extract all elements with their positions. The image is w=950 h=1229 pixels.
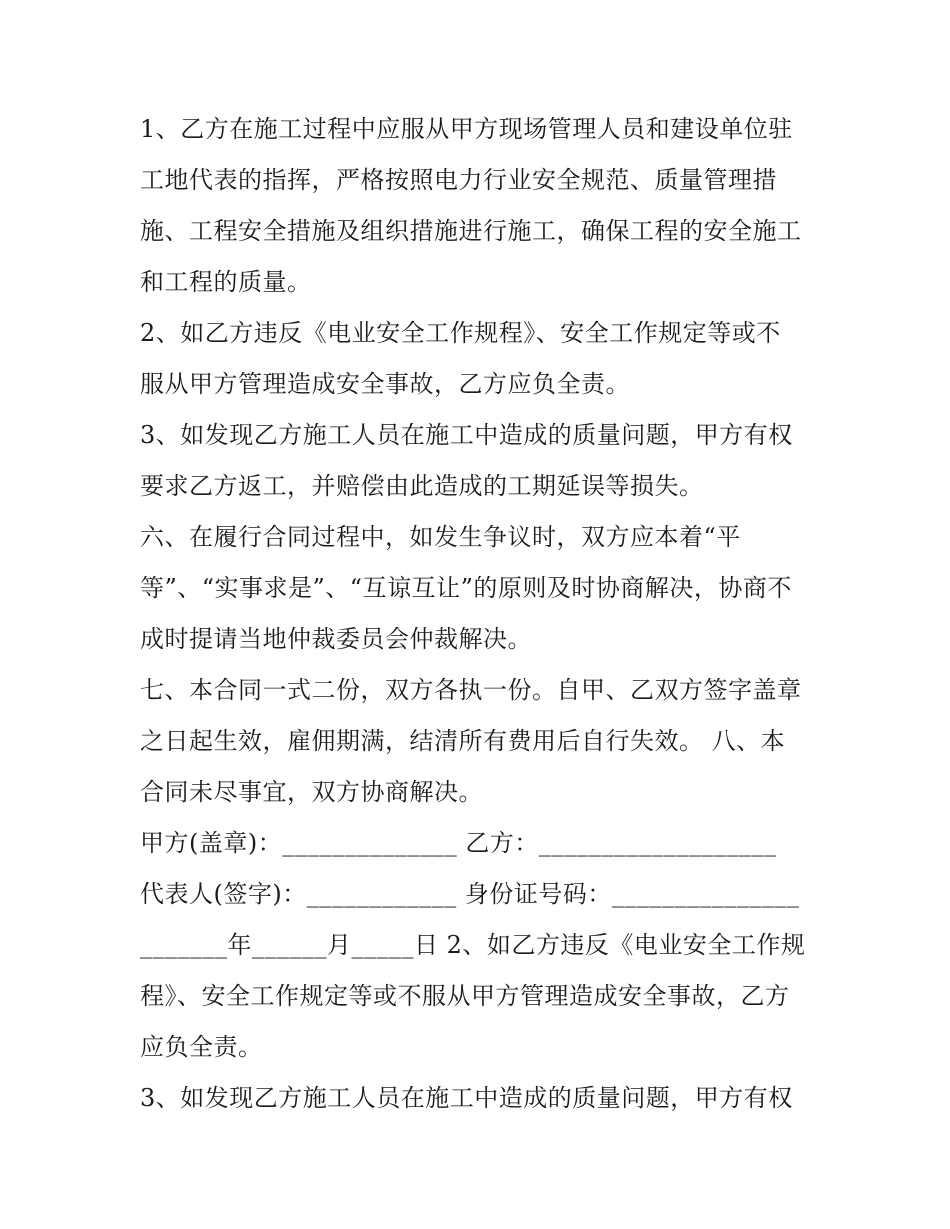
text-line: 2、如乙方违反《电业安全工作规程》、安全工作规定等或不	[140, 319, 781, 347]
text-line: 1、乙方在施工过程中应服从甲方现场管理人员和建设单位驻	[140, 115, 793, 143]
signature-line-party-a: 甲方(盖章)：______________ 乙方：___________________	[140, 829, 777, 857]
text-line: 合同未尽事宜，双方协商解决。	[140, 778, 483, 806]
text-line: 工地代表的指挥，严格按照电力行业安全规范、质量管理措	[140, 166, 777, 194]
date-line: _______年______月_____日 2、如乙方违反《电业安全工作规	[140, 931, 806, 959]
text-line: 和工程的质量。	[140, 268, 312, 296]
text-line: 之日起生效，雇佣期满，结清所有费用后自行失效。 八、本	[140, 727, 786, 755]
signature-line-representative: 代表人(签字)：____________ 身份证号码：_______________	[140, 880, 800, 908]
text-line: 施、工程安全措施及组织措施进行施工，确保工程的安全施工	[140, 217, 802, 245]
text-line: 七、本合同一式二份，双方各执一份。自甲、乙双方签字盖章	[140, 676, 802, 704]
text-line: 3、如发现乙方施工人员在施工中造成的质量问题，甲方有权	[140, 421, 793, 449]
text-line: 等”、“实事求是”、“互谅互让”的原则及时协商解决，协商不	[140, 574, 792, 602]
text-line: 成时提请当地仲裁委员会仲裁解决。	[140, 625, 532, 653]
text-line: 要求乙方返工，并赔偿由此造成的工期延误等损失。	[140, 472, 704, 500]
text-line: 程》、安全工作规定等或不服从甲方管理造成安全事故，乙方	[140, 982, 790, 1010]
document-body	[140, 104, 820, 1124]
text-line: 3、如发现乙方施工人员在施工中造成的质量问题，甲方有权	[140, 1084, 793, 1112]
text-line: 应负全责。	[140, 1033, 263, 1061]
text-line: 服从甲方管理造成安全事故，乙方应负全责。	[140, 370, 630, 398]
text-line: 六、在履行合同过程中，如发生争议时，双方应本着“平	[140, 523, 741, 551]
